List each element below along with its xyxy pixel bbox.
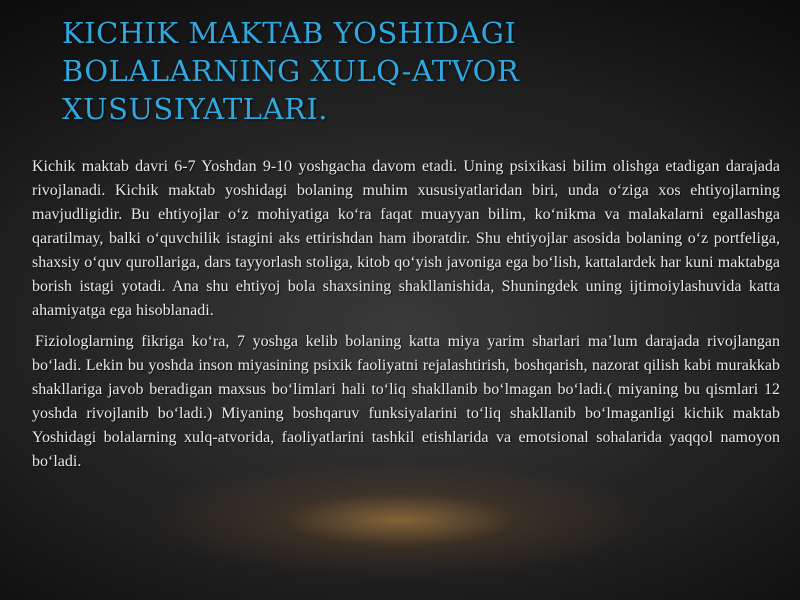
paragraph-2: Fiziologlarning fikriga ko‘ra, 7 yoshga kelib bolaning katta miya yarim sharlari ma’lum darajada rivojlangan bo‘ladi. Lekin bu yoshda inson miyasining psixik faoliyatni rejalashtirish, boshqarish, nazorat qilish kabi murakkab shakllariga javob beradigan maxsus bo‘limlari hali to‘liq shakllanib bo‘lmagan bo‘ladi.( miyaning bu qismlari 12 yoshda rivojlanib bo‘ladi.) Miyaning boshqaruv funksiyalarini to‘liq shakllanib bo‘lmaganligi kichik maktab Yoshidagi bolalarning xulq-atvorida, faoliyatlarini tashkil etishlarida va emotsional sohalarida yaqqol namoyon bo‘ladi.: [32, 333, 780, 470]
paragraph-1: Kichik maktab davri 6-7 Yoshdan 9-10 yoshgacha davom etadi. Uning psixikasi bilim olishga etadigan darajada rivojlanadi. Kichik maktab yoshidagi bolaning muhim xususiyatlaridan biri, unda o‘ziga xos ehtiyojlarning mavjudligidir. Bu ehtiyojlar o‘z mohiyatiga ko‘ra faqat muayyan bilim, ko‘nikma va malakalarni egallashga qaratilmay, balki o‘quvchilik istagini aks ettirishdan ham iboratdir. Shu ehtiyojlar asosida bolaning o‘z portfeliga, shaxsiy o‘quv qurollariga, dars tayyorlash stoliga, kitob qo‘yish javoniga ega bo‘lish, kattalardek har kuni maktabga borish istagi yotadi. Ana shu ehtiyoj bola shaxsining shakllanishida, Shuningdek uning ijtimoiylashuvida katta ahamiyatga ega hisoblanadi.: [32, 158, 780, 319]
slide-body: [32, 155, 780, 481]
slide-title: KICHIK MAKTAB YOSHIDAGI BOLALARNING XULQ-ATVOR XUSUSIYATLARI.: [62, 16, 520, 126]
